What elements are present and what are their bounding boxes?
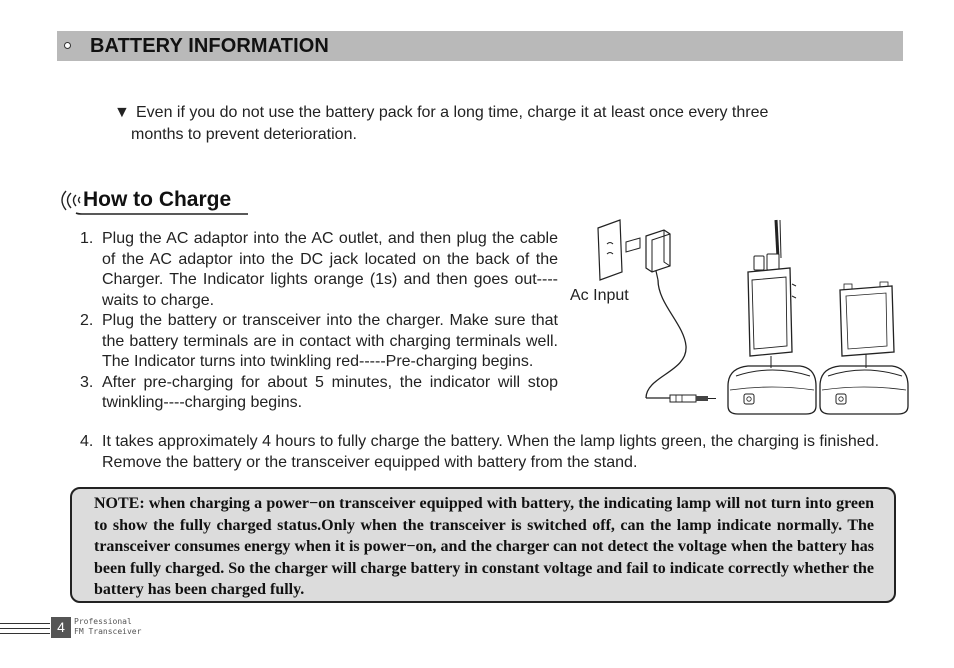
list-item: 2. Plug the battery or transceiver into the charger. Make sure that the battery terminals are in contact with charging terminals well. The Indicator turns into twinkling red-----Pre-charging begins.: [80, 312, 558, 370]
list-item: 3. After pre-charging for about 5 minutes, the indicator will stop twinkling----charging begins.: [80, 373, 558, 411]
tip-text-line2: months to prevent deterioration.: [131, 126, 357, 143]
footer-rule: [0, 620, 50, 636]
charger-illustration: [566, 214, 916, 422]
footer-caption: Professional FM Transceiver: [74, 617, 142, 636]
wall-outlet-icon: [598, 220, 622, 280]
tip-paragraph: [114, 102, 880, 146]
circle-bullet-icon: [64, 42, 71, 49]
section-title: How to Charge: [83, 188, 232, 211]
ac-input-label: Ac Input: [570, 287, 629, 304]
charger-base-icon: [728, 366, 816, 414]
charger-base-icon: [820, 366, 908, 414]
transceiver-icon: [748, 220, 796, 368]
page-title: BATTERY INFORMATION: [90, 35, 329, 57]
note-box: [70, 487, 896, 603]
triangle-bullet-icon: ▼: [114, 104, 130, 121]
ac-adapter-icon: [626, 230, 670, 280]
list-item: 1. Plug the AC adaptor into the AC outlet, and then plug the cable of the AC adaptor into the DC jack located on the back of the Charger. The Indicator lights orange (1s) and then goes out----waits to charge.: [80, 230, 558, 309]
note-text: NOTE: when charging a power−on transceiver equipped with battery, the indicating lamp will not turn into green to show the fully charged status.Only when the transceiver is switched off, can the lamp indicate normally. The transceiver consumes energy when it is power−on, and the charger can not detect the voltage when the battery has been fully charged. So the charger will charge battery in constant voltage and fail to indicate correctly whether the battery has been charged fully.: [94, 495, 874, 598]
dc-plug-icon: [670, 395, 716, 402]
list-item: 4. It takes approximately 4 hours to fully charge the battery. When the lamp lights green, the charging is finished. Remove the battery or the transceiver equipped with battery from the stand.: [80, 433, 880, 471]
page-number: 4: [51, 617, 71, 638]
battery-pack-icon: [840, 282, 894, 368]
section-header-bar: [57, 31, 903, 61]
tip-text-line1: Even if you do not use the battery pack for a long time, charge it at least once every three: [136, 104, 769, 121]
steps-list: [80, 229, 558, 414]
how-to-charge-heading: [56, 184, 256, 218]
